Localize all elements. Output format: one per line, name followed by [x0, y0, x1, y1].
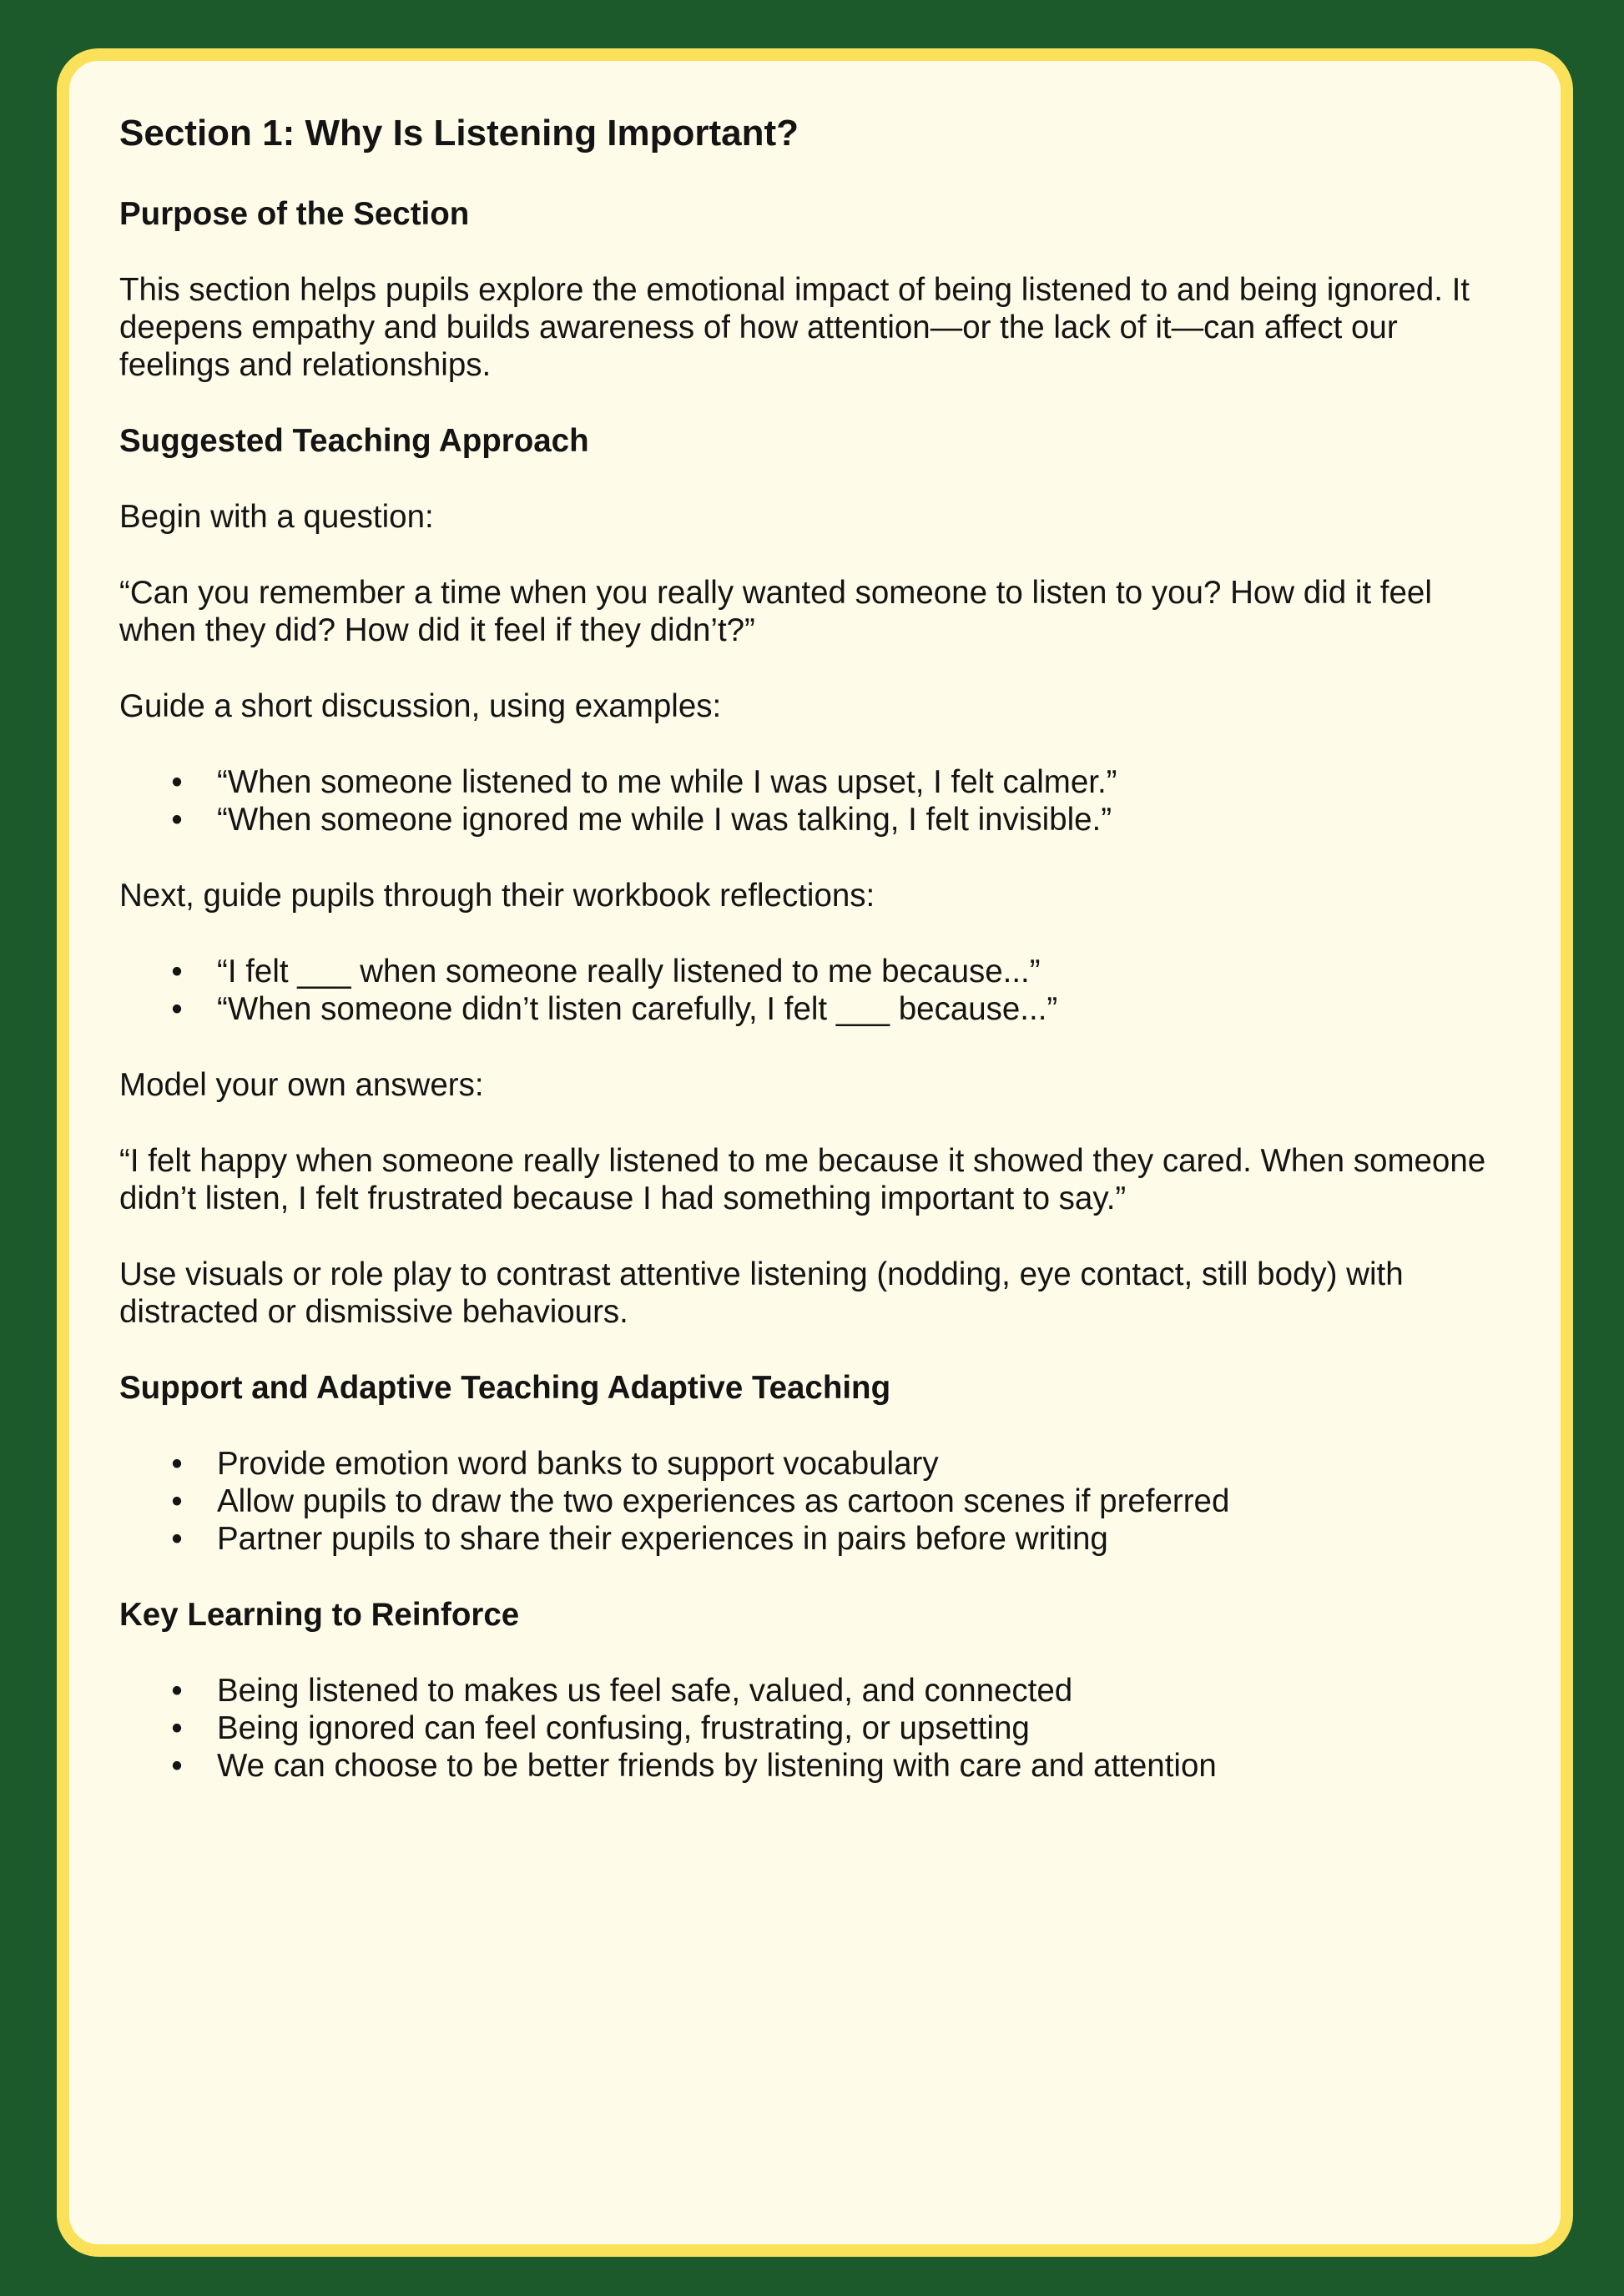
purpose-heading: Purpose of the Section	[119, 196, 470, 232]
model-line-1: “I felt happy when someone really listened to me because it showed they cared. When someone	[119, 1143, 1486, 1179]
bullet: •	[171, 991, 183, 1027]
model-line-2: didn’t listen, I felt frustrated because I had something important to say.”	[119, 1181, 1127, 1216]
bullet: •	[171, 954, 183, 989]
workbook-intro: Next, guide pupils through their workbook reflections:	[119, 878, 875, 914]
visuals-line-1: Use visuals or role play to contrast attentive listening (nodding, eye contact, still body) with	[119, 1256, 1404, 1292]
reflection-item-2: “When someone didn’t listen carefully, I felt ___ because...”	[217, 991, 1058, 1027]
support-item-3: Partner pupils to share their experiences in pairs before writing	[217, 1521, 1108, 1557]
key-learning-heading: Key Learning to Reinforce	[119, 1597, 520, 1633]
support-heading: Support and Adaptive Teaching Adaptive Teaching	[119, 1370, 891, 1406]
approach-intro: Begin with a question:	[119, 499, 434, 535]
purpose-line-1: This section helps pupils explore the emotional impact of being listened to and being ignored. It	[119, 272, 1470, 308]
model-intro: Model your own answers:	[119, 1067, 484, 1103]
discussion-intro: Guide a short discussion, using examples:	[119, 688, 722, 724]
purpose-line-2: deepens empathy and builds awareness of how attention—or the lack of it—can affect our	[119, 310, 1398, 345]
support-item-1: Provide emotion word banks to support vocabulary	[217, 1446, 939, 1482]
example-item-1: “When someone listened to me while I was upset, I felt calmer.”	[217, 764, 1117, 800]
key-learning-item-2: Being ignored can feel confusing, frustrating, or upsetting	[217, 1710, 1030, 1746]
support-item-2: Allow pupils to draw the two experiences as cartoon scenes if preferred	[217, 1483, 1230, 1519]
reflection-item-1: “I felt ___ when someone really listened to me because...”	[217, 954, 1041, 989]
page-title: Section 1: Why Is Listening Important?	[119, 113, 799, 154]
key-learning-item-3: We can choose to be better friends by listening with care and attention	[217, 1748, 1217, 1784]
question-line-2: when they did? How did it feel if they didn’t?”	[119, 612, 755, 648]
bullet: •	[171, 802, 183, 838]
key-learning-item-1: Being listened to makes us feel safe, valued, and connected	[217, 1673, 1073, 1709]
bullet: •	[171, 1446, 183, 1482]
approach-heading: Suggested Teaching Approach	[119, 423, 589, 459]
question-line-1: “Can you remember a time when you really wanted someone to listen to you? How did it feel	[119, 575, 1432, 611]
bullet: •	[171, 1521, 183, 1557]
bullet: •	[171, 1710, 183, 1746]
bullet: •	[171, 1748, 183, 1784]
purpose-line-3: feelings and relationships.	[119, 347, 492, 383]
bullet: •	[171, 1673, 183, 1709]
visuals-line-2: distracted or dismissive behaviours.	[119, 1294, 628, 1330]
example-item-2: “When someone ignored me while I was talking, I felt invisible.”	[217, 802, 1112, 838]
bullet: •	[171, 1483, 183, 1519]
bullet: •	[171, 764, 183, 800]
